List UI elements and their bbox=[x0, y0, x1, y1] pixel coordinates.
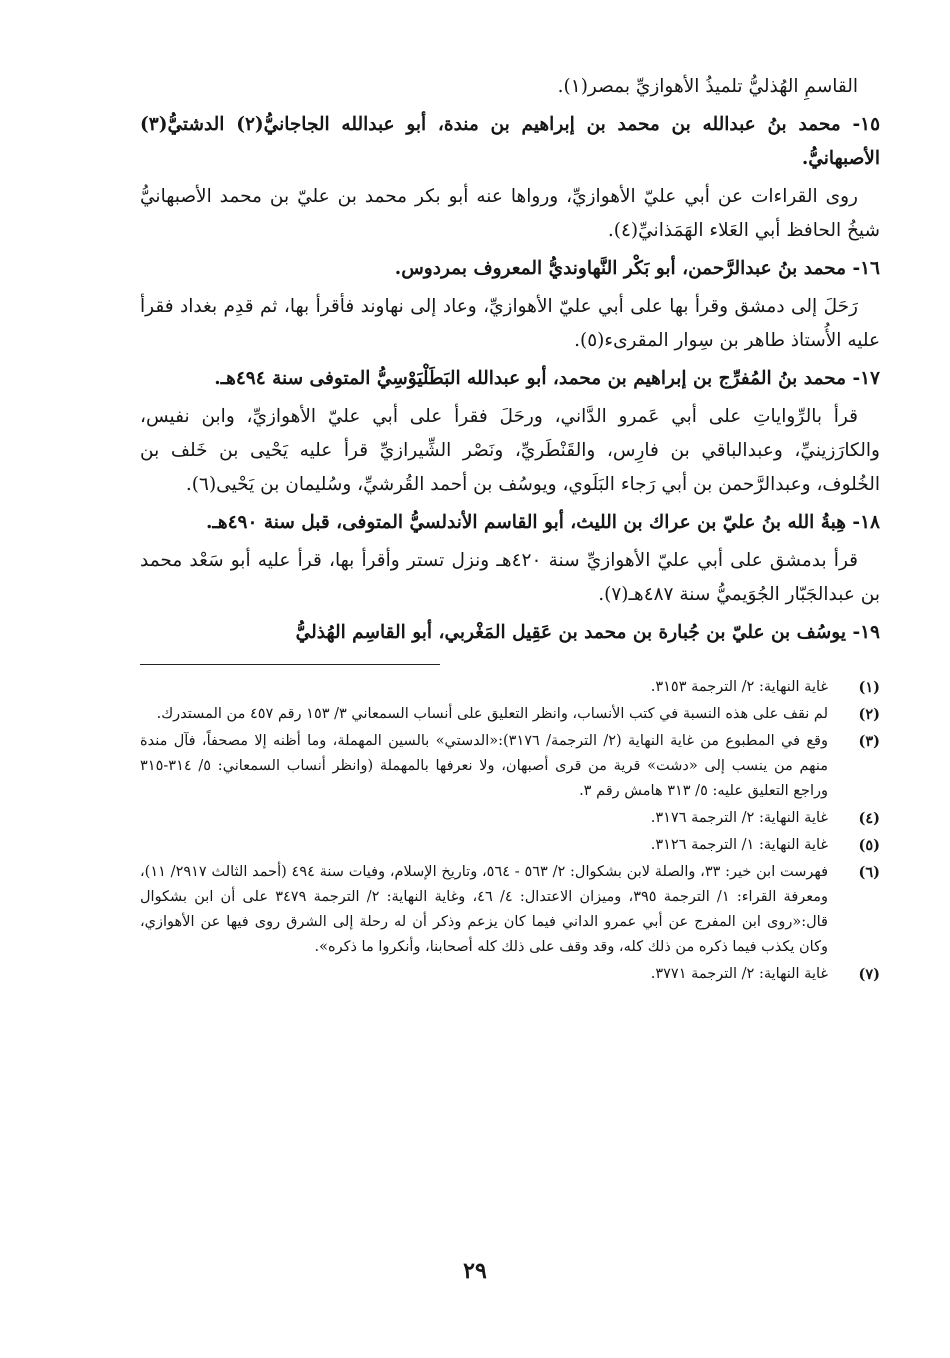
footnote-text: فهرست ابن خير: ٣٣، والصلة لابن بشكوال: ٢/ ٥٦٣ - ٥٦٤، وتاريخ الإسلام، وفيات سنة ٤٩٤ (أحمد الثالث ٢٩١٧/ ١١)، ومعرفة القراء: ١/ الترجمة ٣٩٥، وميزان الاعتدال: ٤/ ٤٦، وغاية النهاية: ٢/ الترجمة ٣٤٧٩ على أن ابن بشكوال قال:«روى ابن المفرج عن أبي عمرو الداني فيما كان يزعم وذكر أن له رحلة إلى الشرق روى فيها عن الأهوازي، وكان يكذب فيما ذكره من ذلك كله، وقد وقف على ذلك كله أصحابنا، وأنكروا ما ذكره». bbox=[140, 864, 829, 955]
document-page bbox=[140, 70, 880, 989]
biography-entry-16: ١٦- محمد بنُ عبدالرَّحمن، أبو بَكْر النَّهاونديُّ المعروف بمردوس. bbox=[394, 258, 880, 279]
footnote-number: (٦) bbox=[858, 864, 880, 881]
footnotes bbox=[140, 675, 880, 987]
paragraph: روى القراءات عن أبي عليّ الأهوازيِّ، ورواها عنه أبو بكر محمد بن عليّ بن محمد الأصبهانيُّ شيخُ الحافظ أبي العَلاء الهَمَذانيِّ(٤). bbox=[140, 186, 880, 241]
footnote bbox=[140, 962, 880, 987]
footnote-text: غاية النهاية: ٢/ الترجمة ٣١٧٦. bbox=[650, 810, 828, 826]
paragraph: قرأ بدمشق على أبي عليّ الأهوازيِّ سنة ٤٢٠هـ ونزل تستر وأقرأ بها، قرأ عليه أبو سَعْد محمد بن عبدالجَبّار الجُوَيميُّ سنة ٤٨٧هـ(٧). bbox=[140, 550, 880, 605]
footnote-number: (٣) bbox=[858, 733, 880, 750]
biography-entry-15: ١٥- محمد بنُ عبدالله بن محمد بن إبراهيم بن مندة، أبو عبدالله الجاجانيُّ(٢) الدشتيُّ(٣) الأصبهانيُّ. bbox=[140, 114, 881, 169]
paragraph: القاسمِ الهُذليُّ تلميذُ الأهوازيِّ بمصر(١). bbox=[557, 76, 858, 97]
main-text bbox=[140, 70, 880, 650]
footnote-divider-wrap bbox=[140, 664, 880, 665]
paragraph: قرأ بالرِّواياتِ على أبي عَمرو الدَّاني، ورحَلَ فقرأ على أبي عليّ الأهوازيِّ، وابن نفيس، والكارَزينيِّ، وعبدالباقي بن فارِس، والقَنْطَريِّ، ونَصْر الشِّيرازيِّ قرأ عليه يَحْيى بن خَلف بن الخُلوف، وعبدالرَّحمن بن أبي رَجاء البَلَوي، ويوسُف بن أحمد القُرشيِّ، وسُليمان بن يَحْيى(٦). bbox=[140, 406, 880, 495]
biography-entry-19: ١٩- يوسُف بن عليّ بن جُبارة بن محمد بن عَقِيل المَغْربي، أبو القاسِم الهُذليُّ bbox=[295, 622, 880, 643]
footnote-text: غاية النهاية: ١/ الترجمة ٣١٢٦. bbox=[650, 837, 828, 853]
footnote bbox=[140, 675, 880, 700]
footnote-text: وقع في المطبوع من غاية النهاية (٢/ الترجمة/ ٣١٧٦):«الدستي» بالسين المهملة، وما أظنه إلا مصحفاً، فآل مندة منهم من ينسب إلى «دشت» قرية من قرى أصبهان، ولا نعرفها بالمهملة (وانظر أنساب السمعاني: ٥/ ٣١٤-٣١٥ وراجع التعليق عليه: ٥/ ٣١٣ هامش رقم ٣. bbox=[140, 733, 829, 799]
footnote bbox=[140, 702, 880, 727]
biography-entry-17: ١٧- محمد بنُ المُفرِّج بن إبراهيم بن محمد، أبو عبدالله البَطَلْيَوْسِيُّ المتوفى سنة ٤٩٤هـ. bbox=[214, 368, 880, 389]
footnote-number: (٤) bbox=[858, 810, 880, 827]
footnote-text: لم نقف على هذه النسبة في كتب الأنساب، وانظر التعليق على أنساب السمعاني ٣/ ١٥٣ رقم ٤٥٧ من المستدرك. bbox=[156, 706, 828, 722]
footnote bbox=[140, 806, 880, 831]
footnote bbox=[140, 833, 880, 858]
paragraph: رَحَلَ إلى دمشق وقرأ بها على أبي عليّ الأهوازيِّ، وعاد إلى نهاوند فأقرأ بها، ثم قدِم بغداد فقرأ عليه الأُستاذ طاهر بن سِوار المقرىء(٥). bbox=[140, 296, 880, 351]
footnote-number: (٧) bbox=[858, 966, 880, 983]
footnote bbox=[140, 860, 880, 960]
footnote-number: (٥) bbox=[858, 837, 880, 854]
footnote bbox=[140, 729, 880, 804]
footnote-text: غاية النهاية: ٢/ الترجمة ٣١٥٣. bbox=[650, 679, 828, 695]
page-number: ٢٩ bbox=[463, 1258, 487, 1284]
biography-entry-18: ١٨- هِبةُ الله بنُ عليّ بن عراك بن الليث، أبو القاسم الأندلسيُّ المتوفى، قبل سنة ٤٩٠هـ. bbox=[205, 512, 880, 533]
footnote-divider bbox=[140, 664, 440, 665]
footnote-number: (٢) bbox=[858, 706, 880, 723]
footnote-text: غاية النهاية: ٢/ الترجمة ٣٧٧١. bbox=[650, 966, 828, 982]
footnote-number: (١) bbox=[858, 679, 880, 696]
